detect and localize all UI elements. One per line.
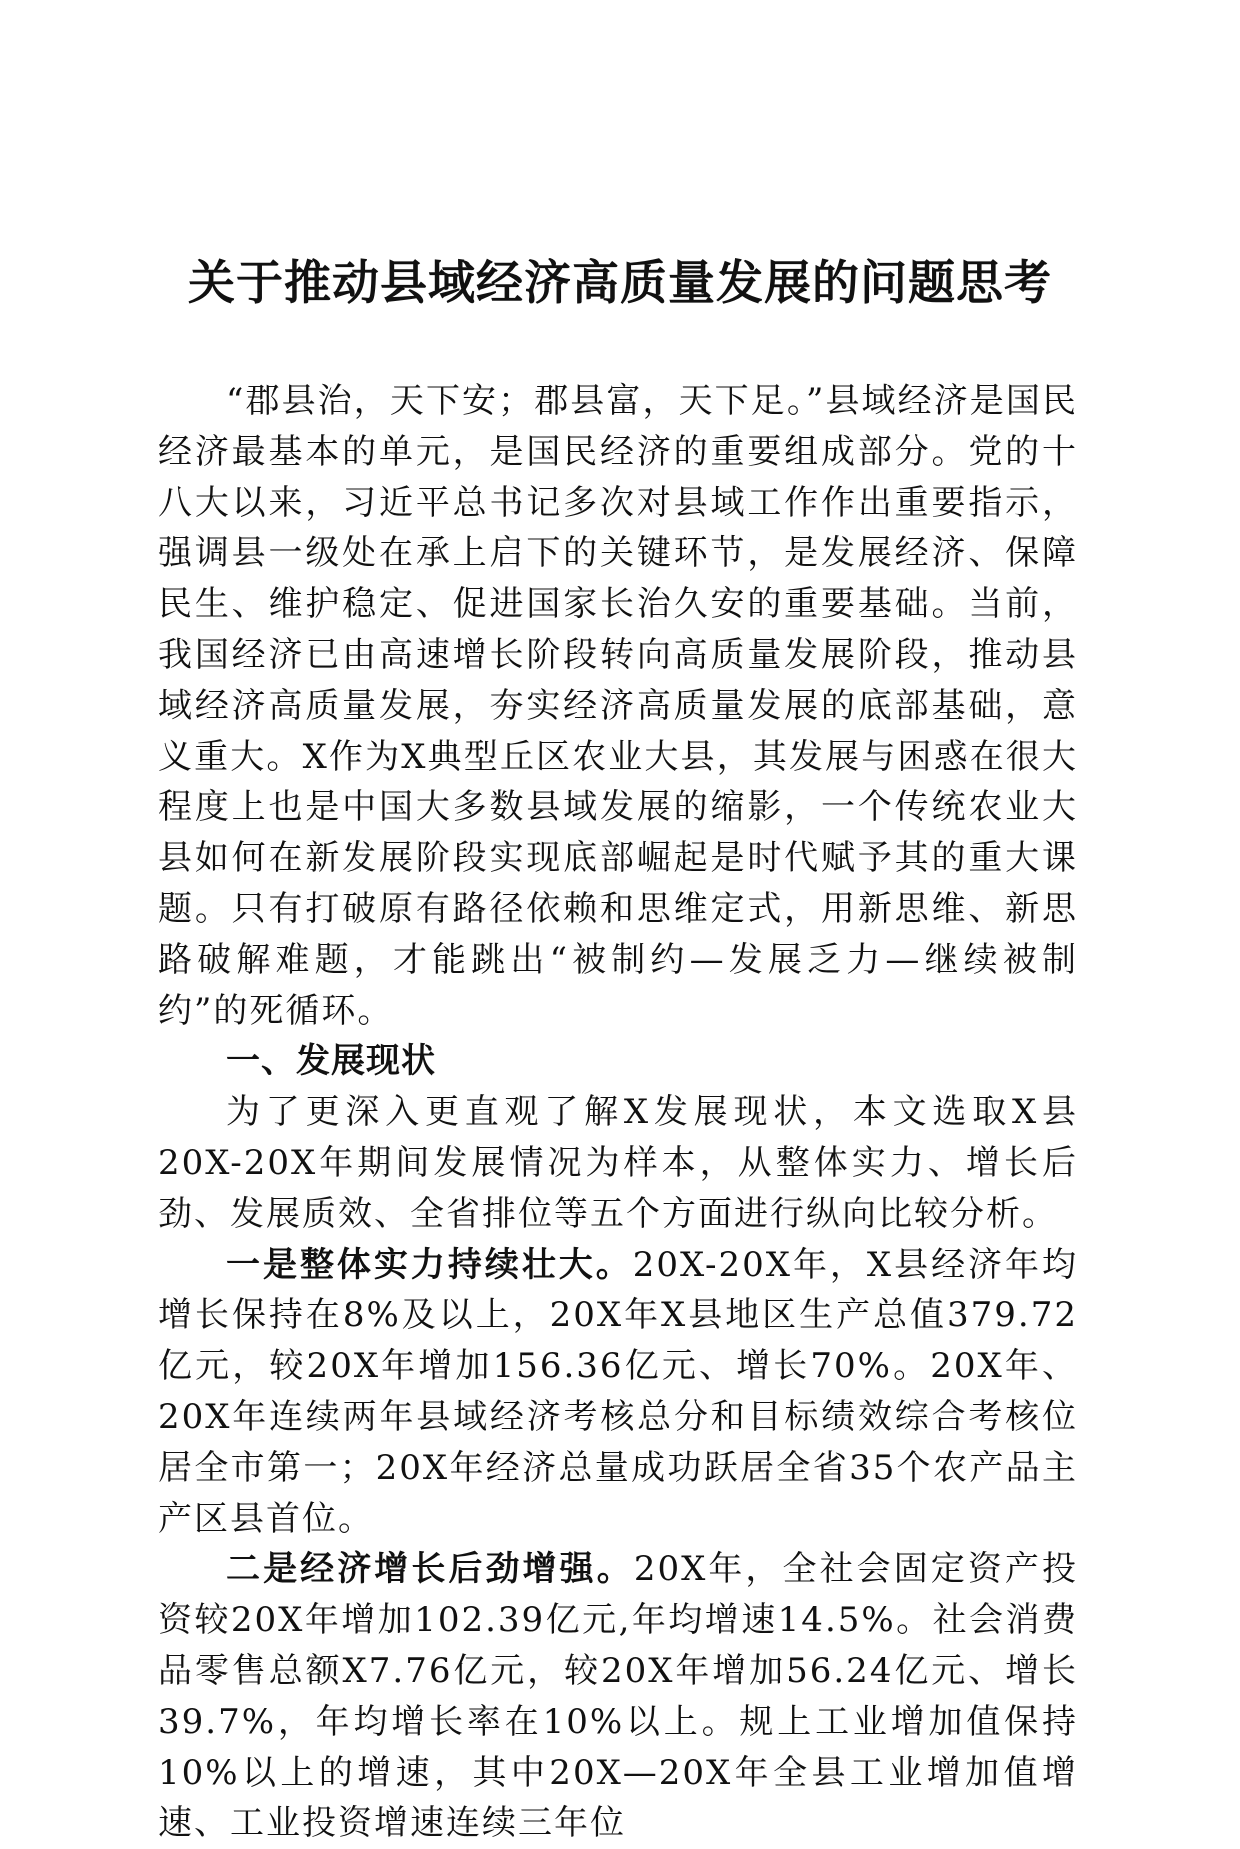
section-intro-paragraph: 为了更深入更直观了解X发展现状，本文选取X县20X-20X年期间发展情况为样本，从整体实力、增长后劲、发展质效、全省排位等五个方面进行纵向比较分析。 <box>158 1092 1078 1234</box>
point-two-lead: 二是经济增长后劲增强。 <box>226 1549 634 1590</box>
document-body <box>158 376 1078 1849</box>
point-two-text: 20X年，全社会固定资产投资较20X年增加102.39亿元,年均增速14.5%。社会消费品零售总额X7.76亿元，较20X年增加56.24亿元、增长39.7%，年均增长率在10%以上。规上工业增加值保持10%以上的增速，其中20X—20X年全县工业增加值增速、工业投资增速连续三年位 <box>158 1549 1079 1844</box>
point-one-text: 20X-20X年，X县经济年均增长保持在8%及以上，20X年X县地区生产总值379.72亿元，较20X年增加156.36亿元、增长70%。20X年、20X年连续两年县域经济考核总分和目标绩效综合考核位居全市第一；20X年经济总量成功跃居全省35个农产品主产区县首位。 <box>158 1244 1079 1539</box>
document-title: 关于推动县域经济高质量发展的问题思考 <box>188 256 1052 311</box>
point-two-paragraph <box>158 1544 1078 1849</box>
point-one-paragraph <box>158 1240 1078 1545</box>
section-heading: 一、发展现状 <box>226 1041 436 1082</box>
point-one-lead: 一是整体实力持续壮大。 <box>226 1244 633 1285</box>
intro-paragraph: “郡县治，天下安；郡县富，天下足。”县域经济是国民经济最基本的单元，是国民经济的重要组成部分。党的十八大以来，习近平总书记多次对县域工作作出重要指示，强调县一级处在承上启下的关键环节，是发展经济、保障民生、维护稳定、促进国家长治久安的重要基础。当前，我国经济已由高速增长阶段转向高质量发展阶段，推动县域经济高质量发展，夯实经济高质量发展的底部基础，意义重大。X作为X典型丘区农业大县，其发展与困惑在很大程度上也是中国大多数县域发展的缩影，一个传统农业大县如何在新发展阶段实现底部崛起是时代赋予其的重大课题。只有打破原有路径依赖和思维定式，用新思维、新思路破解难题，才能跳出“被制约—发展乏力—继续被制约”的死循环。 <box>158 381 1078 1031</box>
